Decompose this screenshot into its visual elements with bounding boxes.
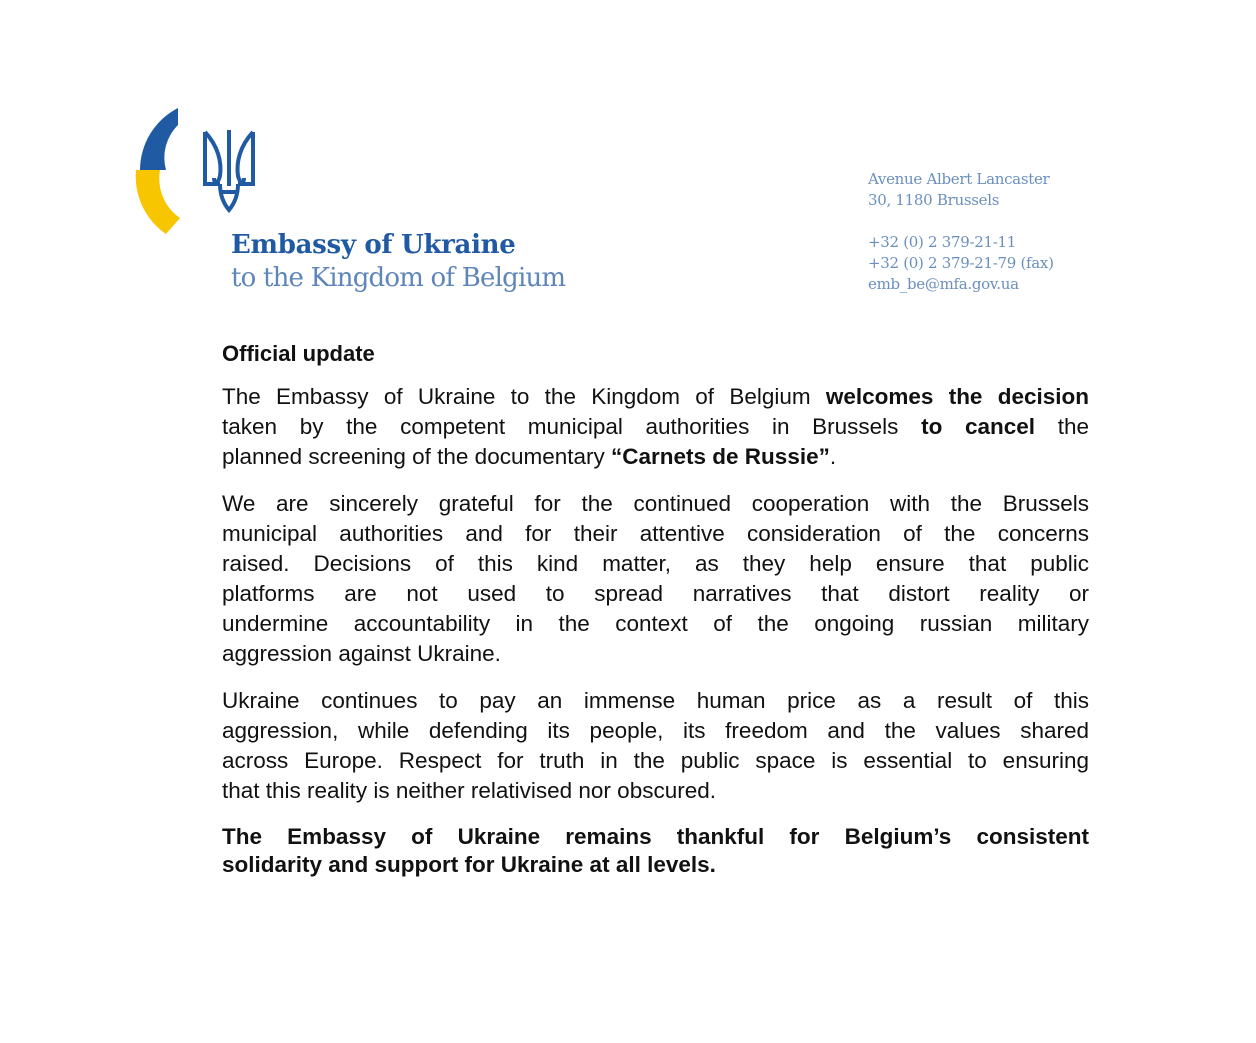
text-line [222,549,1089,579]
text-line [222,442,1089,472]
text: The Embassy of Ukraine to the Kingdom of Belgium [222,384,826,409]
text: platforms are not used to spread narratives that distort reality or [222,581,1089,606]
text: We are sincerely grateful for the continued cooperation with the Brussels [222,491,1089,516]
document-body [222,340,1089,896]
paragraph [222,489,1089,669]
text-line [222,519,1089,549]
text: Ukraine continues to pay an immense human price as a result of this [222,688,1089,713]
phone: +32 (0) 2 379-21-11 [868,233,1016,251]
paragraphs [222,382,1089,879]
flag-arc-logo [130,100,190,240]
fax: +32 (0) 2 379-21-79 (fax) [868,254,1054,272]
text-line [222,746,1089,776]
text: across Europe. Respect for truth in the public space is essential to ensuring [222,748,1089,773]
text-line [222,412,1089,442]
text: the [1035,414,1090,439]
paragraph [222,686,1089,806]
text: that this reality is neither relativised nor obscured. [222,778,716,803]
bold-text: “Carnets de Russie” [611,444,830,469]
org-name: Embassy of Ukraine [231,230,516,260]
text-line [222,823,1089,851]
text-line [222,639,1089,669]
text: undermine accountability in the context of the ongoing russian military [222,611,1089,636]
bold-text: to cancel [921,414,1036,439]
address-line: 30, 1180 Brussels [868,191,1000,209]
text-line [222,686,1089,716]
contact-block [868,169,1054,295]
trident-icon [200,126,258,216]
text-line [222,489,1089,519]
text-line [222,776,1089,806]
text-line [222,579,1089,609]
text-line [222,609,1089,639]
paragraph [222,382,1089,472]
text: The Embassy of Ukraine remains thankful for Belgium’s consistent [222,824,1089,849]
text: aggression, while defending its people, its freedom and the values shared [222,718,1089,743]
text: aggression against Ukraine. [222,641,501,666]
paragraph [222,823,1089,879]
org-subtitle: to the Kingdom of Belgium [231,263,566,293]
text: raised. Decisions of this kind matter, as they help ensure that public [222,551,1089,576]
email: emb_be@mfa.gov.ua [868,275,1019,293]
text: municipal authorities and for their attentive consideration of the concerns [222,521,1089,546]
address-line: Avenue Albert Lancaster [868,170,1050,188]
text-line [222,716,1089,746]
text: . [829,444,837,469]
document-title: Official update [222,341,375,366]
bold-text: welcomes the decision [825,384,1089,409]
text-line [222,851,1089,879]
text: solidarity and support for Ukraine at all levels. [222,852,716,877]
text-line [222,382,1089,412]
text: planned screening of the documentary [222,444,612,469]
text: taken by the competent municipal authorities in Brussels [222,414,922,439]
